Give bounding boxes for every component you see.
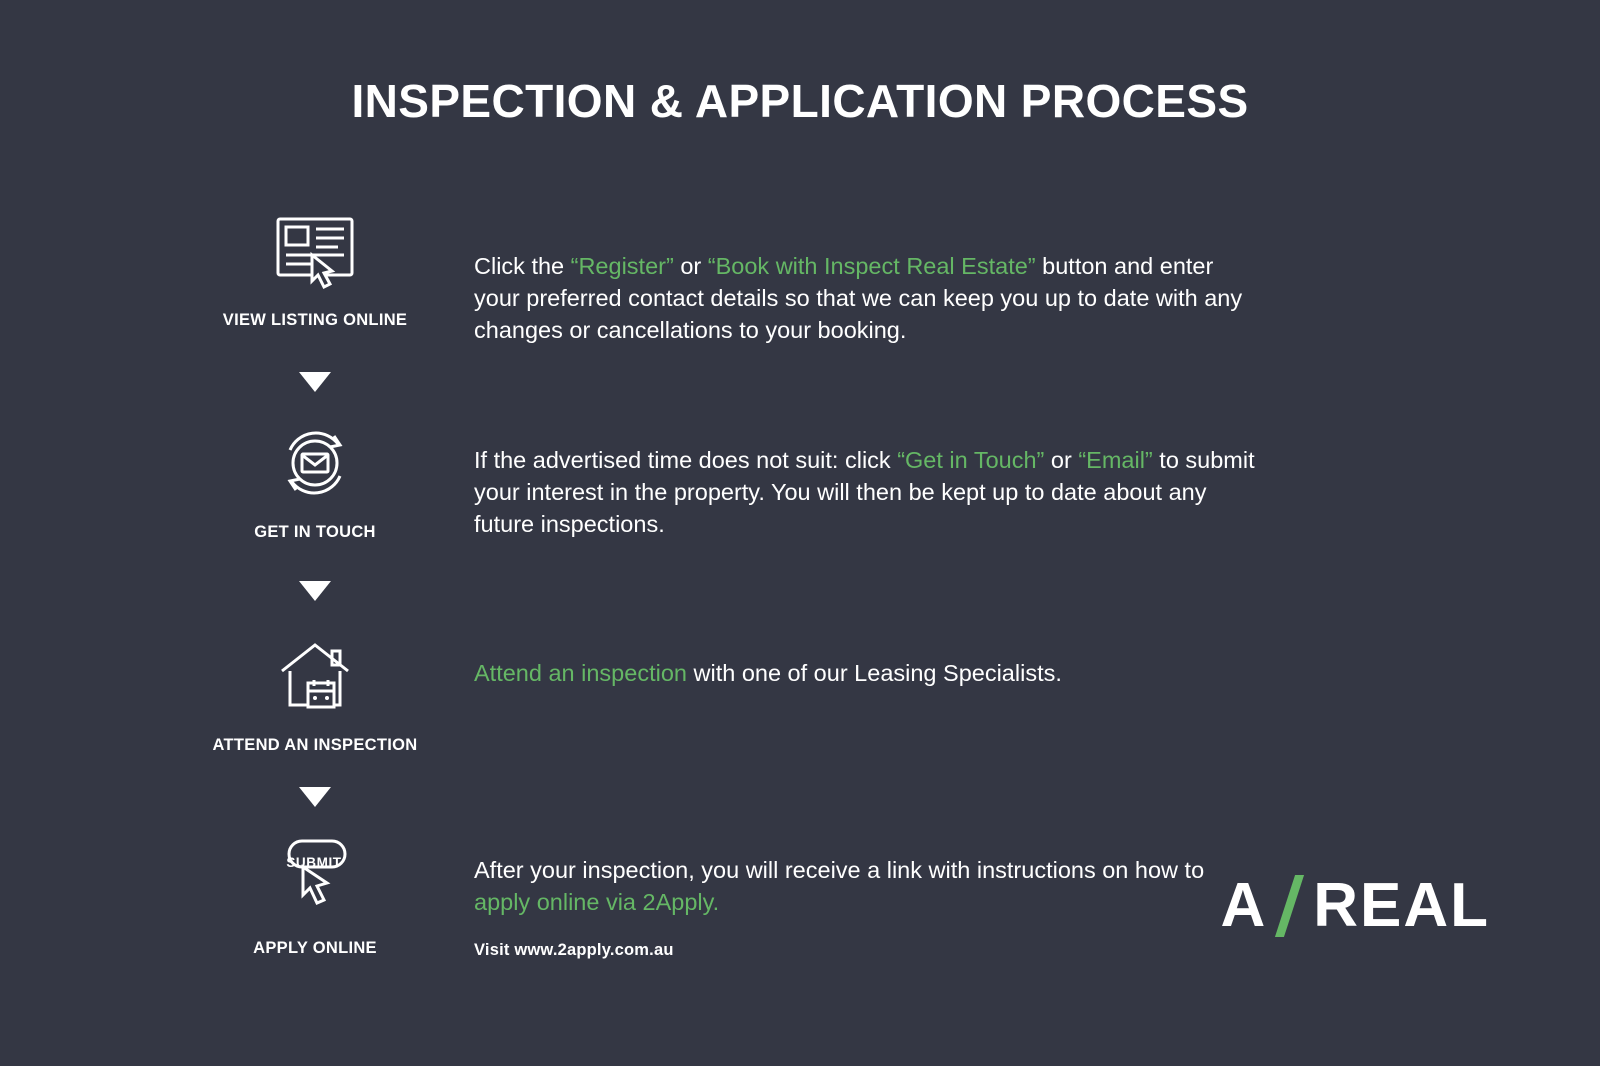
step-2-icon-col: [200, 417, 430, 542]
step-2-text-part-3: or: [1044, 447, 1079, 473]
step-4-icon-col: [200, 833, 430, 958]
step-1-text-part-5: button and enter your preferred contact details so that we can keep you up to date with any changes or cancellations to your booking.: [474, 253, 1243, 343]
listing-online-icon: [200, 205, 430, 297]
step-4-label: APPLY ONLINE: [253, 939, 377, 957]
step-1-text-part-1: Click the: [474, 253, 571, 279]
step-2-label: GET IN TOUCH: [254, 523, 376, 541]
step-1-label: VIEW LISTING ONLINE: [222, 311, 408, 329]
company-logo: [1220, 870, 1490, 941]
step-2-text-part-2: “Get in Touch”: [897, 447, 1045, 473]
house-calendar-icon: [200, 630, 430, 722]
submit-icon-label: SUBMIT: [286, 854, 342, 870]
step-1-text-part-4: “Book with Inspect Real Estate”: [707, 253, 1036, 279]
step-1-icon-col: [200, 205, 430, 330]
logo-slash-icon: [1277, 875, 1307, 937]
visit-note: Visit www.2apply.com.au: [474, 941, 674, 959]
step-3-label: ATTEND AN INSPECTION: [212, 736, 418, 754]
step-3-text-part-2: with one of our Leasing Specialists.: [686, 660, 1062, 686]
step-4-text-part-1: After your inspection, you will receive a link with instructions on how to: [474, 857, 1205, 883]
step-1-text-part-3: or: [673, 253, 708, 279]
step-3-text-part-1: Attend an inspection: [474, 660, 687, 686]
step-4-text: [474, 855, 1264, 919]
step-1-text: [474, 251, 1264, 347]
step-3-text: [474, 658, 1264, 690]
down-arrow-1: [200, 368, 430, 398]
submit-button-click-icon: [200, 833, 430, 925]
step-2-text-part-5: to submit your interest in the property. You will then be kept up to date about any future inspections.: [474, 447, 1255, 537]
step-3-icon-col: [200, 630, 430, 755]
logo-right-word: REAL: [1313, 871, 1490, 940]
down-arrow-3: [200, 783, 430, 813]
page-title: INSPECTION & APPLICATION PROCESS: [351, 75, 1249, 127]
step-4-text-part-2: apply online via 2Apply.: [474, 888, 720, 915]
step-2-text-part-1: If the advertised time does not suit: click: [474, 447, 898, 473]
step-2-text: [474, 445, 1264, 541]
down-arrow-2: [200, 577, 430, 607]
email-cycle-icon: [200, 417, 430, 509]
step-1-text-part-2: “Register”: [570, 253, 674, 279]
step-2-text-part-4: “Email”: [1078, 447, 1153, 473]
logo-left-letter: A: [1220, 871, 1268, 940]
